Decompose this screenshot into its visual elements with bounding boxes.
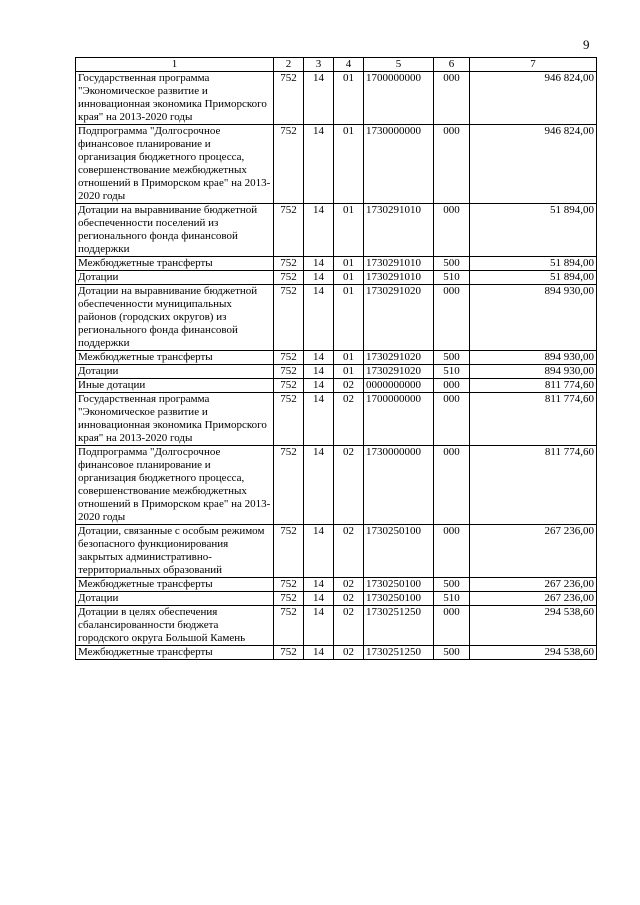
row-name: Государственная программа "Экономическое развитие и инновационная экономика Приморского края" на 2013-2020 годы: [76, 72, 274, 125]
amount: 894 930,00: [470, 351, 597, 365]
section-code: 14: [304, 646, 334, 660]
amount: 946 824,00: [470, 72, 597, 125]
target-article-code: 1730291020: [364, 365, 434, 379]
row-name: Дотации, связанные с особым режимом безопасного функционирования закрытых административно-территориальных образований: [76, 525, 274, 578]
table-row: [76, 257, 597, 271]
subsection-code: 01: [334, 285, 364, 351]
section-code: 14: [304, 379, 334, 393]
subsection-code: 02: [334, 606, 364, 646]
target-article-code: 0000000000: [364, 379, 434, 393]
budget-table: [75, 57, 597, 660]
subsection-code: 01: [334, 125, 364, 204]
row-name: Подпрограмма "Долгосрочное финансовое планирование и организация бюджетного процесса, совершенствование межбюджетных отношений в Приморском крае" на 2013-2020 годы: [76, 446, 274, 525]
subsection-code: 01: [334, 204, 364, 257]
expense-type-code: 500: [434, 351, 470, 365]
expense-type-code: 510: [434, 365, 470, 379]
subsection-code: 02: [334, 379, 364, 393]
row-name: Дотации на выравнивание бюджетной обеспеченности поселений из регионального фонда финансовой поддержки: [76, 204, 274, 257]
column-header: 6: [434, 58, 470, 72]
target-article-code: 1700000000: [364, 393, 434, 446]
row-name: Дотации в целях обеспечения сбалансированности бюджета городского округа Большой Камень: [76, 606, 274, 646]
amount: 894 930,00: [470, 285, 597, 351]
section-code: 14: [304, 525, 334, 578]
table-row: [76, 525, 597, 578]
expense-type-code: 500: [434, 646, 470, 660]
section-code: 14: [304, 125, 334, 204]
subsection-code: 02: [334, 578, 364, 592]
table-row: [76, 351, 597, 365]
subsection-code: 02: [334, 646, 364, 660]
subsection-code: 01: [334, 271, 364, 285]
header-row: [76, 58, 597, 72]
target-article-code: 1730000000: [364, 125, 434, 204]
target-article-code: 1730291020: [364, 285, 434, 351]
amount: 51 894,00: [470, 271, 597, 285]
target-article-code: 1700000000: [364, 72, 434, 125]
row-name: Межбюджетные трансферты: [76, 646, 274, 660]
target-article-code: 1730291020: [364, 351, 434, 365]
expense-type-code: 000: [434, 393, 470, 446]
table-row: [76, 578, 597, 592]
section-code: 14: [304, 72, 334, 125]
target-article-code: 1730000000: [364, 446, 434, 525]
row-name: Межбюджетные трансферты: [76, 351, 274, 365]
amount: 894 930,00: [470, 365, 597, 379]
expense-type-code: 000: [434, 446, 470, 525]
subsection-code: 02: [334, 592, 364, 606]
section-code: 14: [304, 365, 334, 379]
target-article-code: 1730250100: [364, 592, 434, 606]
amount: 51 894,00: [470, 257, 597, 271]
target-article-code: 1730250100: [364, 578, 434, 592]
ministry-code: 752: [274, 393, 304, 446]
section-code: 14: [304, 446, 334, 525]
subsection-code: 02: [334, 393, 364, 446]
ministry-code: 752: [274, 525, 304, 578]
expense-type-code: 000: [434, 72, 470, 125]
ministry-code: 752: [274, 379, 304, 393]
section-code: 14: [304, 592, 334, 606]
subsection-code: 01: [334, 257, 364, 271]
expense-type-code: 500: [434, 578, 470, 592]
section-code: 14: [304, 351, 334, 365]
ministry-code: 752: [274, 72, 304, 125]
row-name: Дотации: [76, 271, 274, 285]
target-article-code: 1730291010: [364, 257, 434, 271]
ministry-code: 752: [274, 365, 304, 379]
table-row: [76, 379, 597, 393]
target-article-code: 1730250100: [364, 525, 434, 578]
ministry-code: 752: [274, 351, 304, 365]
expense-type-code: 000: [434, 285, 470, 351]
column-header: 7: [470, 58, 597, 72]
amount: 811 774,60: [470, 393, 597, 446]
expense-type-code: 000: [434, 379, 470, 393]
table-row: [76, 125, 597, 204]
amount: 51 894,00: [470, 204, 597, 257]
table-row: [76, 446, 597, 525]
table-row: [76, 646, 597, 660]
row-name: Подпрограмма "Долгосрочное финансовое планирование и организация бюджетного процесса, совершенствование межбюджетных отношений в Приморском крае" на 2013-2020 годы: [76, 125, 274, 204]
ministry-code: 752: [274, 592, 304, 606]
amount: 267 236,00: [470, 592, 597, 606]
section-code: 14: [304, 393, 334, 446]
expense-type-code: 510: [434, 271, 470, 285]
page-number: 9: [583, 37, 590, 52]
section-code: 14: [304, 606, 334, 646]
subsection-code: 02: [334, 525, 364, 578]
row-name: Дотации: [76, 592, 274, 606]
section-code: 14: [304, 285, 334, 351]
amount: 811 774,60: [470, 379, 597, 393]
expense-type-code: 510: [434, 592, 470, 606]
ministry-code: 752: [274, 578, 304, 592]
expense-type-code: 500: [434, 257, 470, 271]
table-row: [76, 365, 597, 379]
column-header: 5: [364, 58, 434, 72]
amount: 294 538,60: [470, 606, 597, 646]
ministry-code: 752: [274, 446, 304, 525]
table-row: [76, 285, 597, 351]
table-row: [76, 606, 597, 646]
expense-type-code: 000: [434, 125, 470, 204]
ministry-code: 752: [274, 271, 304, 285]
table-row: [76, 72, 597, 125]
table-row: [76, 271, 597, 285]
table-row: [76, 592, 597, 606]
section-code: 14: [304, 204, 334, 257]
ministry-code: 752: [274, 646, 304, 660]
column-header: 2: [274, 58, 304, 72]
target-article-code: 1730291010: [364, 204, 434, 257]
ministry-code: 752: [274, 606, 304, 646]
table-row: [76, 204, 597, 257]
ministry-code: 752: [274, 125, 304, 204]
amount: 294 538,60: [470, 646, 597, 660]
subsection-code: 01: [334, 365, 364, 379]
subsection-code: 02: [334, 446, 364, 525]
row-name: Межбюджетные трансферты: [76, 578, 274, 592]
section-code: 14: [304, 257, 334, 271]
row-name: Государственная программа "Экономическое развитие и инновационная экономика Приморского края" на 2013-2020 годы: [76, 393, 274, 446]
row-name: Дотации: [76, 365, 274, 379]
target-article-code: 1730291010: [364, 271, 434, 285]
target-article-code: 1730251250: [364, 646, 434, 660]
amount: 811 774,60: [470, 446, 597, 525]
row-name: Дотации на выравнивание бюджетной обеспеченности муниципальных районов (городских округов) из регионального фонда финансовой поддержки: [76, 285, 274, 351]
expense-type-code: 000: [434, 204, 470, 257]
amount: 267 236,00: [470, 578, 597, 592]
expense-type-code: 000: [434, 525, 470, 578]
ministry-code: 752: [274, 257, 304, 271]
row-name: Иные дотации: [76, 379, 274, 393]
section-code: 14: [304, 271, 334, 285]
ministry-code: 752: [274, 204, 304, 257]
expense-type-code: 000: [434, 606, 470, 646]
target-article-code: 1730251250: [364, 606, 434, 646]
amount: 267 236,00: [470, 525, 597, 578]
column-header: 3: [304, 58, 334, 72]
subsection-code: 01: [334, 72, 364, 125]
table-row: [76, 393, 597, 446]
section-code: 14: [304, 578, 334, 592]
column-header: 4: [334, 58, 364, 72]
amount: 946 824,00: [470, 125, 597, 204]
column-header: 1: [76, 58, 274, 72]
subsection-code: 01: [334, 351, 364, 365]
ministry-code: 752: [274, 285, 304, 351]
row-name: Межбюджетные трансферты: [76, 257, 274, 271]
